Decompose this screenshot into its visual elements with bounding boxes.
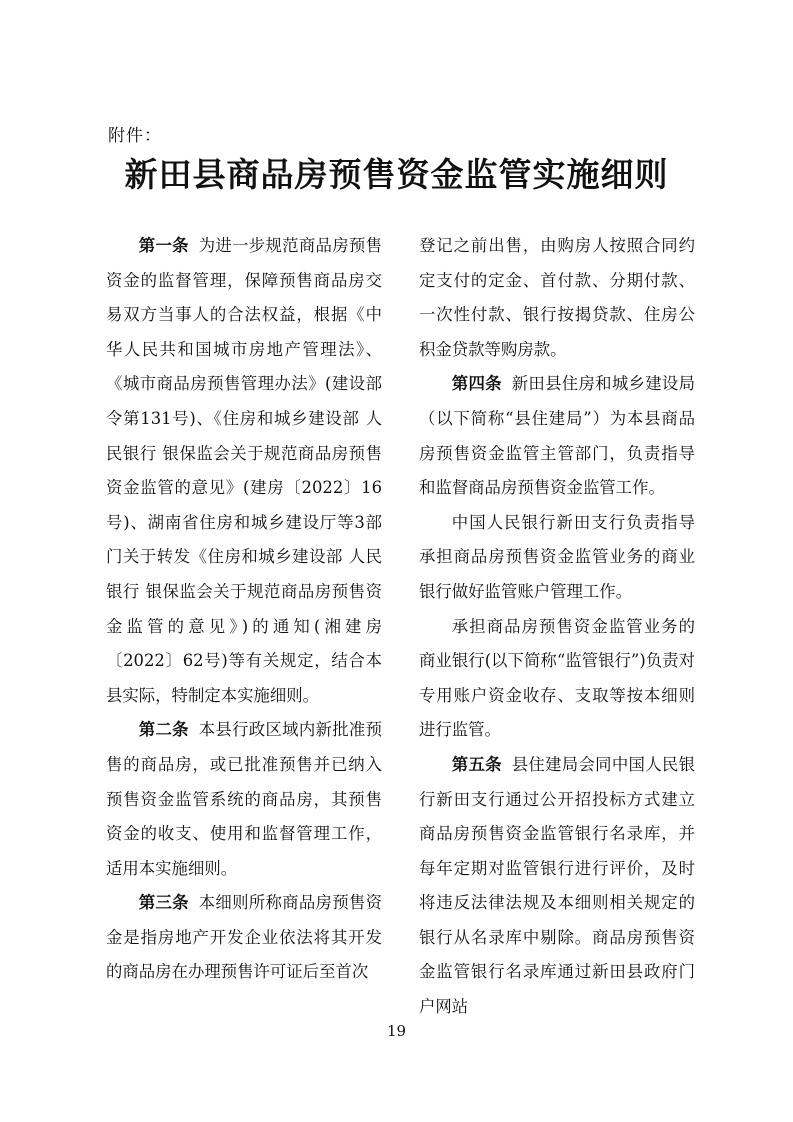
- article-text: 本县行政区域内新批准预售的商品房，或已批准预售并已纳入预售资金监管系统的商品房，其预售资金的收支、使用和监督管理工作，适用本实施细则。: [106, 720, 383, 878]
- paragraph: [419, 610, 695, 748]
- article-text: 本细则所称商品房预售资金是指房地产开发企业依法将其开发的商品房在办理预售许可证后至首次: [106, 893, 383, 982]
- document-title: 新田县商品房预售资金监管实施细则: [124, 155, 669, 194]
- article-paragraph: [419, 748, 695, 1025]
- article-label: 第五条: [451, 754, 502, 774]
- article-paragraph: [419, 367, 695, 505]
- article-text: 新田县住房和城乡建设局（以下简称“县住建局”）为本县商品房预售资金监管主管部门，负责指导和监督商品房预售资金监管工作。: [419, 374, 696, 498]
- continued-paragraph: [419, 229, 695, 367]
- article-text: 县住建局会同中国人民银行新田支行通过公开招投标方式建立商品房预售资金监管银行名录库，并每年定期对监管银行进行评价，及时将违反法律法规及本细则相关规定的银行从名录库中剔除。商品房预售资金监管银行名录库通过新田县政府门户网站: [419, 754, 696, 1017]
- article-text: 登记之前出售，由购房人按照合同约定支付的定金、首付款、分期付款、一次性付款、银行按揭贷款、住房公积金贷款等购房款。: [419, 236, 695, 359]
- article-label: 第二条: [138, 720, 189, 740]
- article-label: 第一条: [138, 236, 189, 255]
- attachment-label: 附件：: [108, 126, 162, 146]
- paragraph-text: 承担商品房预售资金监管业务的商业银行(以下简称“监管银行”)负责对专用账户资金收存、支取等按本细则进行监管。: [419, 616, 695, 740]
- article-label: 第三条: [138, 893, 189, 913]
- right-column: [419, 229, 695, 1025]
- article-paragraph: [106, 886, 382, 990]
- article-paragraph: [106, 713, 382, 886]
- page-number: 19: [386, 1022, 407, 1040]
- paragraph: [419, 506, 695, 610]
- article-label: 第四条: [451, 374, 502, 394]
- article-paragraph: [106, 229, 382, 713]
- paragraph-text: 中国人民银行新田支行负责指导承担商品房预售资金监管业务的商业银行做好监管账户管理工作。: [419, 512, 695, 601]
- article-text: 为进一步规范商品房预售资金的监督管理，保障预售商品房交易双方当事人的合法权益，根据《中华人民共和国城市房地产管理法》、《城市商品房预售管理办法》(建设部令第131号)、《住房和城乡建设部 人民银行 银保监会关于规范商品房预售资金监管的意见》(建房〔2022〕16号)、湖南省住房和城乡建设厅等3部门关于转发《住房和城乡建设部 人民银行 银保监会关于规范商品房预售资金监管的意见》)的通知(湘建房〔2022〕62号)等有关规定，结合本县实际，特制定本实施细则。: [106, 236, 383, 705]
- left-column: [106, 229, 382, 990]
